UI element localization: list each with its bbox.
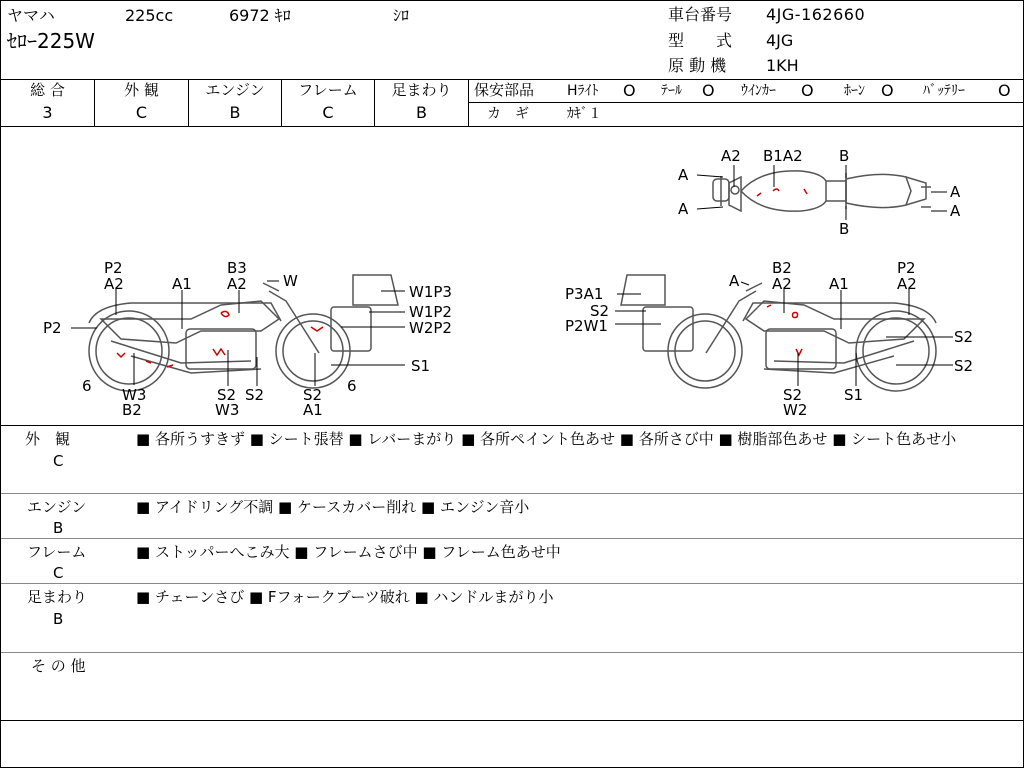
safety-mark-winker: O [801, 81, 814, 100]
maker: ヤマハ [7, 6, 55, 25]
divider [1, 538, 1023, 539]
grade-frame-value: C [322, 103, 334, 122]
section-grade-engine: B [53, 519, 64, 537]
color: ｼﾛ [393, 6, 410, 25]
right-label: S2 [590, 302, 610, 320]
safety-mark-tail: O [702, 81, 715, 100]
safety-mark-battery: O [998, 81, 1011, 100]
grade-frame-label: フレーム [298, 81, 358, 99]
left-label: S1 [411, 357, 431, 375]
section-grade-suspension: B [53, 610, 64, 628]
top-label: A [950, 202, 961, 220]
right-label: S2 [954, 357, 974, 375]
key-value: ｶｷﾞ１ [567, 106, 602, 122]
left-label: S2 [303, 386, 323, 404]
grade-exterior-label: 外 観 [124, 81, 159, 99]
left-label: 6 [82, 377, 92, 395]
left-label: W1P3 [409, 283, 452, 301]
section-grade-frame: C [53, 564, 64, 582]
right-label: S1 [844, 386, 864, 404]
grade-suspension-label: 足まわり [391, 81, 452, 99]
key-label: カ ギ [487, 106, 529, 122]
frame-number-label: 車台番号 [668, 5, 733, 24]
right-label: B2 [772, 259, 792, 277]
safety-item-headlight: Hﾗｲﾄ [567, 83, 599, 99]
displacement: 225cc [125, 6, 174, 25]
right-label: W2 [783, 401, 808, 419]
grade-engine-value: B [229, 103, 241, 122]
section-text-suspension: ■ チェーンさび ■ Fフォークブーツ破れ ■ ハンドルまがり小 [136, 588, 554, 606]
safety-item-tail: ﾃｰﾙ [661, 83, 682, 99]
top-label: A [950, 183, 961, 201]
frame-number: 4JG-162660 [766, 5, 866, 24]
safety-label: 保安部品 [474, 81, 535, 99]
section-label-exterior: 外 観 [25, 430, 71, 448]
left-label: 6 [347, 377, 357, 395]
motorcycle-diagram [1, 127, 1023, 425]
left-label: A1 [303, 401, 323, 419]
right-label: A1 [829, 275, 849, 293]
right-label: A [729, 272, 740, 290]
safety-mark-headlight: O [623, 81, 636, 100]
safety-item-winker: ｳｲﾝｶｰ [741, 83, 776, 99]
left-label: S2 [245, 386, 265, 404]
right-label: A2 [772, 275, 792, 293]
divider [468, 79, 469, 126]
right-label: S2 [783, 386, 803, 404]
engine-label: 原 動 機 [668, 56, 727, 75]
top-view-leader-lines [697, 165, 947, 220]
safety-item-battery: ﾊﾞｯﾃﾘｰ [923, 83, 965, 99]
section-label-other: そ の 他 [31, 657, 86, 675]
section-label-suspension: 足まわり [27, 588, 88, 606]
top-label: A [678, 166, 689, 184]
left-label: A2 [227, 275, 247, 293]
left-label: A1 [172, 275, 192, 293]
safety-item-horn: ﾎｰﾝ [844, 83, 865, 99]
top-label: B [839, 220, 850, 238]
left-label: S2 [217, 386, 237, 404]
top-label: A2 [721, 147, 741, 165]
mileage: 6972 ｷﾛ [229, 6, 291, 25]
type-value: 4JG [766, 31, 794, 50]
right-label: S2 [954, 328, 974, 346]
safety-mark-horn: O [881, 81, 894, 100]
type-label: 型 式 [668, 31, 733, 50]
section-label-frame: フレーム [27, 543, 87, 561]
divider [1, 425, 1023, 426]
left-label: B3 [227, 259, 247, 277]
model-name: ｾﾛｰ225W [7, 29, 95, 53]
divider [1, 79, 1023, 80]
right-label: A2 [897, 275, 917, 293]
top-label: B1A2 [763, 147, 803, 165]
left-label: W3 [215, 401, 240, 419]
left-label: P2 [104, 259, 123, 277]
right-label: P2 [897, 259, 916, 277]
left-label: B2 [122, 401, 142, 419]
left-label: A2 [104, 275, 124, 293]
left-label: W1P2 [409, 303, 452, 321]
top-view-damage-marks [757, 189, 807, 196]
section-label-engine: エンジン [27, 498, 87, 516]
grade-exterior-value: C [135, 103, 148, 122]
grade-suspension-value: B [416, 103, 427, 122]
divider [1, 583, 1023, 584]
left-label: P2 [43, 319, 62, 337]
grade-overall-value: 3 [42, 103, 53, 122]
right-label: P2W1 [565, 317, 608, 335]
top-label: B [839, 147, 850, 165]
section-text-exterior: ■ 各所うすきず ■ シート張替 ■ レバーまがり ■ 各所ペイント色あせ ■ 各所さび中 ■ 樹脂部色あせ ■ シート色あせ小 [136, 430, 957, 448]
divider [1, 493, 1023, 494]
engine-value: 1KH [766, 56, 799, 75]
divider [1, 720, 1023, 721]
left-label: W3 [122, 386, 147, 404]
grade-overall-label: 総 合 [30, 81, 65, 99]
right-label: P3A1 [565, 285, 604, 303]
top-view-drawing [713, 171, 931, 211]
section-text-engine: ■ アイドリング不調 ■ ケースカバー削れ ■ エンジン音小 [136, 498, 530, 516]
left-label: W [283, 272, 298, 290]
top-label: A [678, 200, 689, 218]
left-label: W2P2 [409, 319, 452, 337]
divider [468, 102, 1023, 103]
grade-engine-label: エンジン [205, 81, 265, 99]
section-grade-exterior: C [53, 452, 64, 470]
divider [1, 652, 1023, 653]
section-text-frame: ■ ストッパーへこみ大 ■ フレームさび中 ■ フレーム色あせ中 [136, 543, 561, 561]
